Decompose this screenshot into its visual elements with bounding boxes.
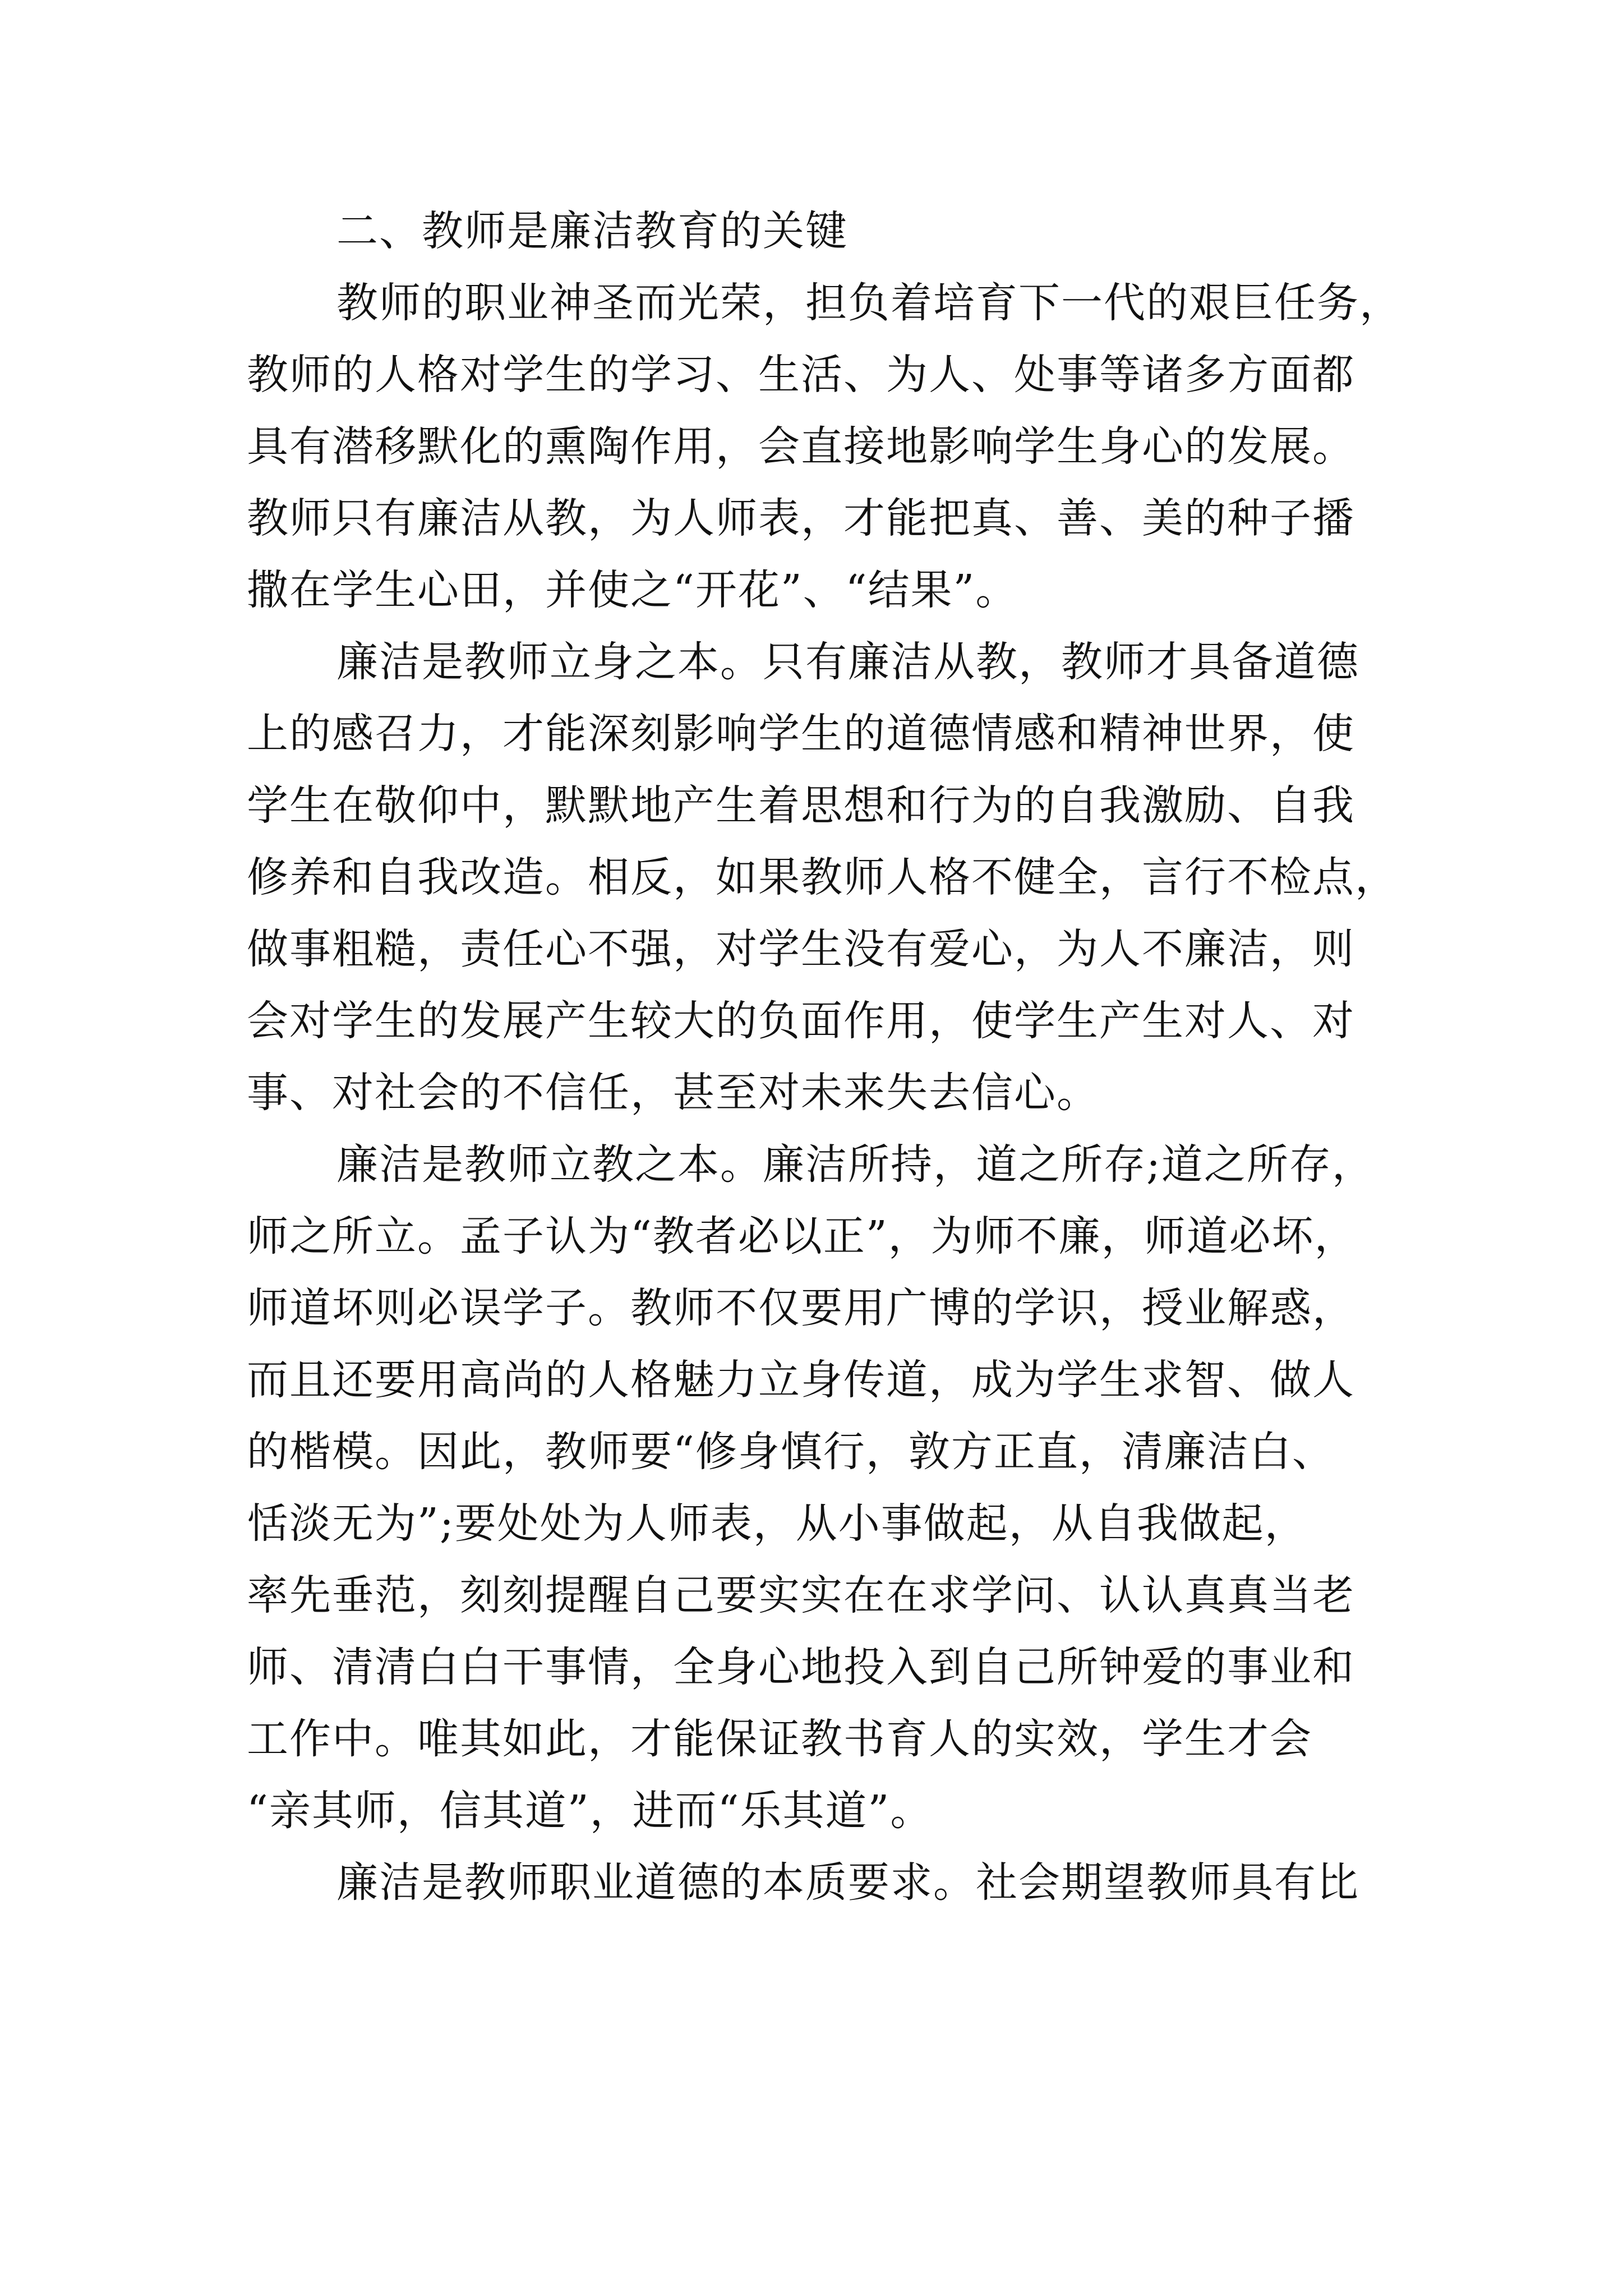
text-line: 工作中。唯其如此，才能保证教书育人的实效，学生才会 — [247, 1715, 1312, 1763]
text-line: 恬淡无为”;要处处为人师表，从小事做起，从自我做起， — [247, 1499, 1307, 1548]
text-line: 修养和自我改造。相反，如果教师人格不健全，言行不检点， — [247, 853, 1398, 901]
text-line: 廉洁是教师立教之本。廉洁所持，道之所存;道之所存， — [336, 1140, 1375, 1189]
text-line: 教师的职业神圣而光荣，担负着培育下一代的艰巨任务， — [336, 279, 1402, 327]
text-line: 教师的人格对学生的学习、生活、为人、处事等诸多方面都 — [247, 351, 1355, 399]
text-line: 的楷模。因此，教师要“修身慎行，敦方正直，清廉洁白、 — [247, 1428, 1335, 1476]
text-line: 学生在敬仰中，默默地产生着思想和行为的自我激励、自我 — [247, 781, 1355, 830]
text-line: 廉洁是教师职业道德的本质要求。社会期望教师具有比 — [336, 1858, 1359, 1907]
text-line: 师之所立。孟子认为“教者必以正”，为师不廉，师道必坏， — [247, 1212, 1357, 1260]
text-line: 廉洁是教师立身之本。只有廉洁从教，教师才具备道德 — [336, 638, 1359, 686]
text-line: 会对学生的发展产生较大的负面作用，使学生产生对人、对 — [247, 997, 1355, 1045]
text-line: 撒在学生心田，并使之“开花”、“结果”。 — [247, 566, 1018, 614]
text-line: 教师只有廉洁从教，为人师表，才能把真、善、美的种子播 — [247, 494, 1355, 542]
text-line: 做事粗糙，责任心不强，对学生没有爱心，为人不廉洁，则 — [247, 925, 1355, 973]
text-line: 具有潜移默化的熏陶作用，会直接地影响学生身心的发展。 — [247, 422, 1355, 471]
document-body — [247, 195, 1424, 1918]
text-line: 事、对社会的不信任，甚至对未来失去信心。 — [247, 1069, 1099, 1117]
text-line: 率先垂范，刻刻提醒自己要实实在在求学问、认认真真当老 — [247, 1571, 1355, 1619]
section-heading: 二、教师是廉洁教育的关键 — [336, 207, 848, 255]
text-line: 上的感召力，才能深刻影响学生的道德情感和精神世界，使 — [247, 710, 1355, 758]
text-line: 师道坏则必误学子。教师不仅要用广博的学识，授业解惑， — [247, 1284, 1355, 1332]
text-line: 师、清清白白干事情，全身心地投入到自己所钟爱的事业和 — [247, 1643, 1355, 1691]
text-line: “亲其师，信其道”，进而“乐其道”。 — [247, 1787, 933, 1835]
text-line: 而且还要用高尚的人格魅力立身传道，成为学生求智、做人 — [247, 1356, 1355, 1404]
